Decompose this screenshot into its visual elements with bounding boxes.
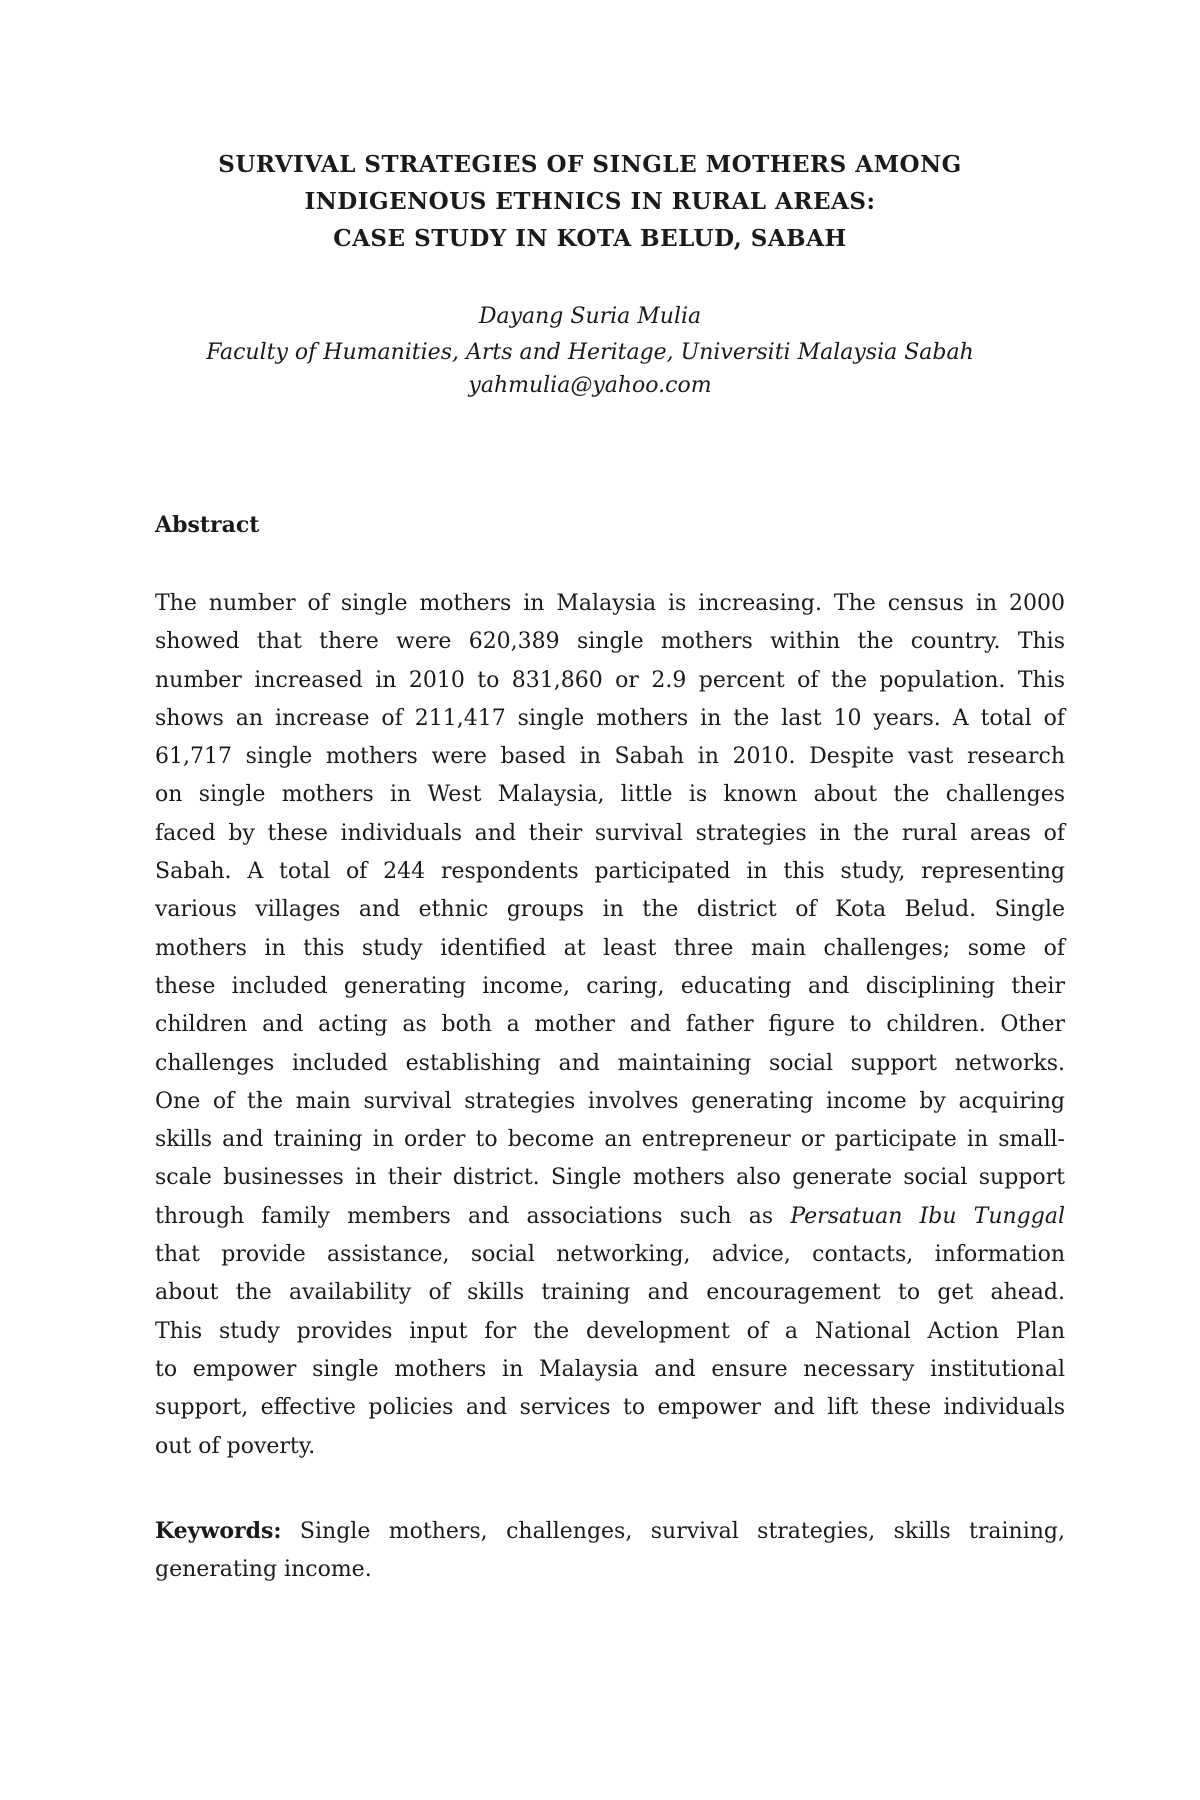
title-line-3: CASE STUDY IN KOTA BELUD, SABAH [333,225,847,252]
keywords-text: Single mothers, challenges, survival strategies, skills training, [299,1519,1065,1544]
abstract-line: about the availability of skills training and encouragement to get ahead. [155,1280,1065,1306]
title-line-2: INDIGENOUS ETHNICS IN RURAL AREAS: [304,188,876,215]
abstract-line-text: through family members and associations such as [155,1203,774,1229]
abstract-line: scale businesses in their district. Single mothers also generate social support [155,1165,1065,1191]
abstract-line: shows an increase of 211,417 single mothers in the last 10 years. A total of [155,705,1065,731]
abstract-line: One of the main survival strategies involves generating income by acquiring [155,1088,1065,1114]
author-name: Dayang Suria Mulia [478,304,702,329]
abstract-line: various villages and ethnic groups in the district of Kota Belud. Single [155,897,1065,923]
abstract-line: children and acting as both a mother and father figure to children. Other [155,1012,1065,1038]
abstract-body [155,585,1065,1466]
abstract-line: out of poverty. [155,1433,316,1459]
abstract-line: to empower single mothers in Malaysia and ensure necessary institutional [155,1356,1065,1382]
abstract-line: these included generating income, caring, educating and disciplining their [155,973,1065,999]
abstract-line: The number of single mothers in Malaysia is increasing. The census in 2000 [155,591,1065,616]
author-affiliation: Faculty of Humanities, Arts and Heritage, Universiti Malaysia Sabah [206,340,974,365]
keywords-block [155,1512,1065,1590]
title-line-1: SURVIVAL STRATEGIES OF SINGLE MOTHERS AMONG [218,151,962,178]
author-block [150,299,1030,401]
keywords-label: Keywords: [155,1518,282,1544]
abstract-line: This study provides input for the development of a National Action Plan [155,1318,1065,1344]
abstract-line-with-italic [155,1198,1065,1236]
italic-term: Persatuan Ibu Tunggal [790,1203,1065,1229]
author-email: yahmulia@yahoo.com [468,373,712,398]
abstract-line: skills and training in order to become an entrepreneur or participate in small- [155,1127,1065,1153]
abstract-line: 61,717 single mothers were based in Sabah in 2010. Despite vast research [155,744,1065,770]
paper-title [150,146,1030,257]
abstract-line: challenges included establishing and maintaining social support networks. [155,1050,1065,1076]
abstract-heading: Abstract [155,512,260,538]
abstract-line: mothers in this study identified at least three main challenges; some of [155,935,1065,961]
keywords-line-1 [155,1512,1065,1551]
keywords-line-2: generating income. [155,1557,372,1583]
abstract-line: Sabah. A total of 244 respondents participated in this study, representing [155,859,1065,885]
abstract-line: on single mothers in West Malaysia, little is known about the challenges [155,782,1065,808]
abstract-line: showed that there were 620,389 single mothers within the country. This [155,629,1065,655]
abstract-line: that provide assistance, social networking, advice, contacts, information [155,1242,1065,1268]
abstract-line: support, effective policies and services to empower and lift these individuals [155,1395,1065,1421]
abstract-line: number increased in 2010 to 831,860 or 2.9 percent of the population. This [155,667,1065,693]
abstract-line: faced by these individuals and their survival strategies in the rural areas of [155,820,1065,846]
